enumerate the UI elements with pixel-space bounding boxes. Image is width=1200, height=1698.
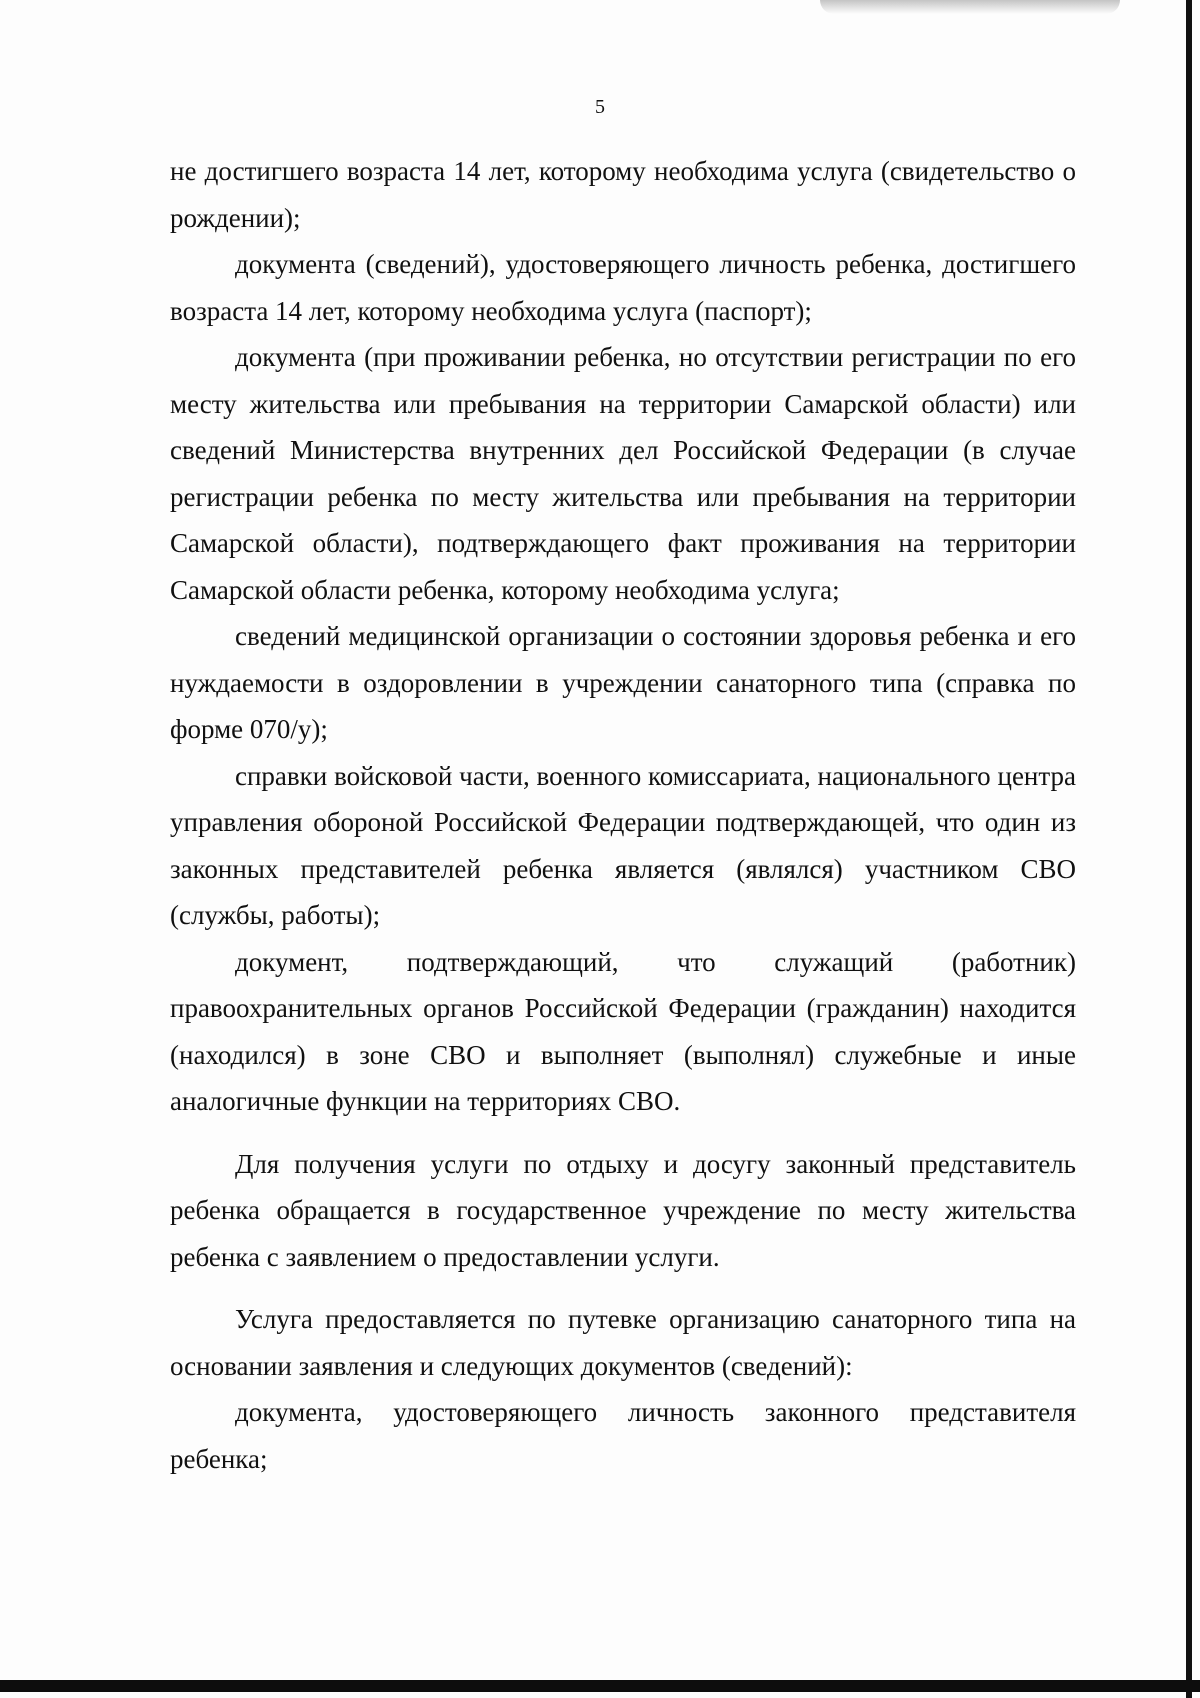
paragraph-voucher-basis: Услуга предоставляется по путевке организацию санаторного типа на основании заявления и следующих документов (сведений): [170,1304,1076,1381]
document-body [170,148,1076,1482]
scan-border-bottom [0,1680,1200,1692]
paragraph-birth-certificate: не достигшего возраста 14 лет, которому необходима услуга (свидетельство о рождении); [170,156,1076,233]
paragraph-service-request: Для получения услуги по отдыху и досугу законный представитель ребенка обращается в государственное учреждение по месту жительства ребенка с заявлением о предоставлении услуги. [170,1148,1076,1272]
paragraph-law-enforcement-document: документ, подтверждающий, что служащий (работник) правоохранительных органов Российской Федерации (гражданин) находится (находился) в зоне СВО и выполняет (выполнял) служебные и иные аналогичные функции на территориях СВО. [170,946,1076,1116]
paragraph-residence-document: документа (при проживании ребенка, но отсутствии регистрации по его месту жительства или пребывания на территории Самарской области) или сведений Министерства внутренних дел Российской Федерации (в случае регистрации ребенка по месту жительства или пребывания на территории Самарской области), подтверждающего факт проживания на территории Самарской области ребенка, которому необходима услуга; [170,342,1076,605]
paragraph-representative-id: документа, удостоверяющего личность законного представителя ребенка; [170,1397,1076,1474]
paragraph-medical-info: сведений медицинской организации о состоянии здоровья ребенка и его нуждаемости в оздоровлении в учреждении санаторного типа (справка по форме 070/у); [170,621,1076,744]
paragraph-military-certificate: справки войсковой части, военного комиссариата, национального центра управления обороной Российской Федерации подтверждающей, что один из законных представителей ребенка является (являлся) участником СВО (службы, работы); [170,760,1076,930]
scan-border-right [1186,0,1192,1698]
scan-shadow-top [820,0,1120,14]
paragraph-passport: документа (сведений), удостоверяющего личность ребенка, достигшего возраста 14 лет, которому необходима услуга (паспорт); [170,249,1076,326]
page-number: 5 [595,96,605,118]
